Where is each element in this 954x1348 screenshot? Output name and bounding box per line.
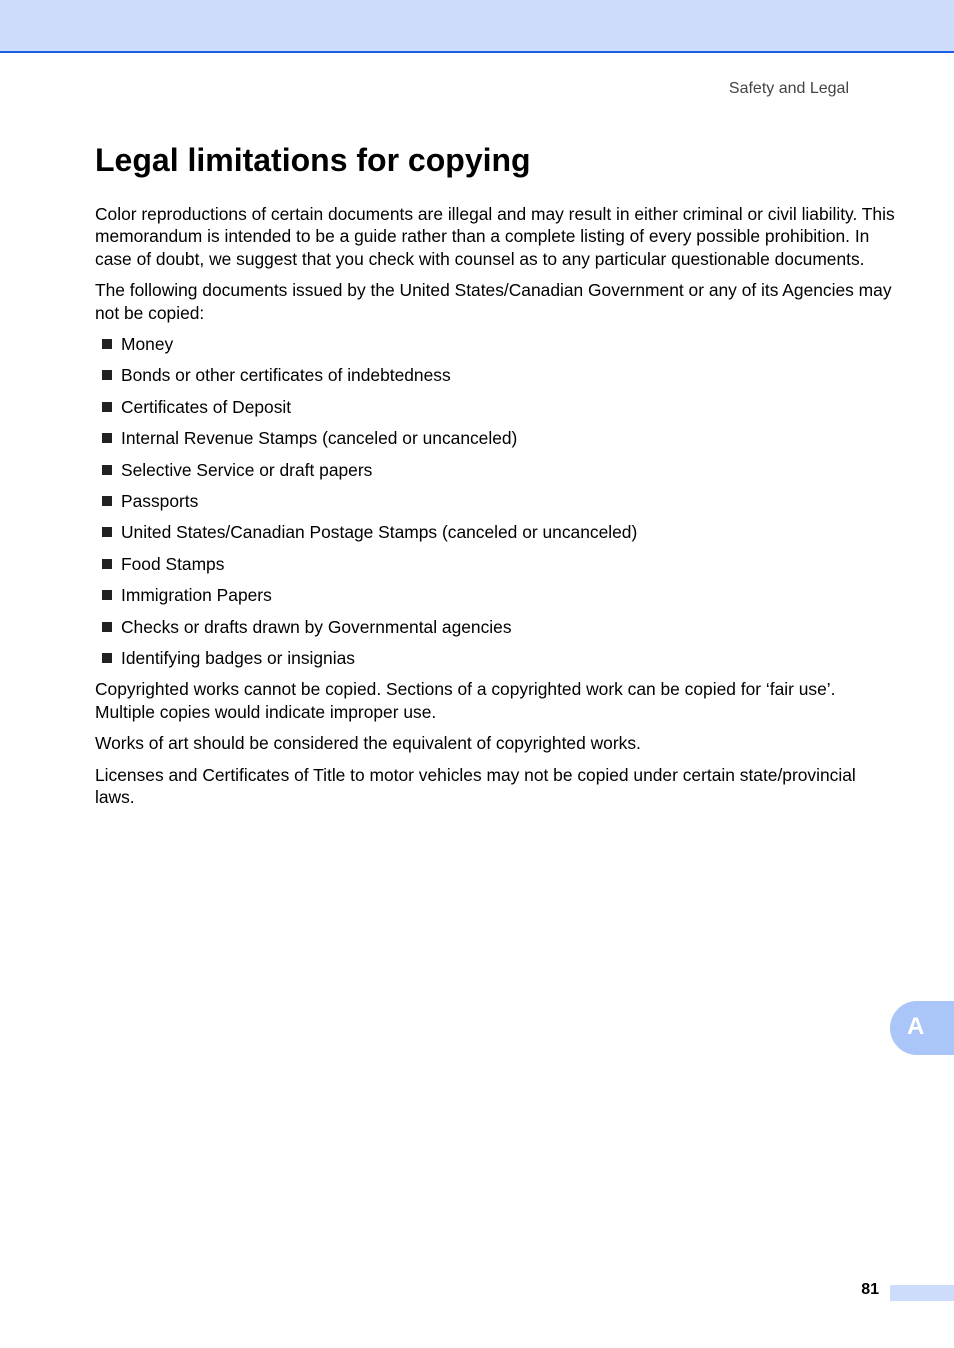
copyright-paragraph: Copyrighted works cannot be copied. Sections of a copyrighted work can be copied for ‘fair use’. Multiple copies would indicate improper use. (95, 679, 836, 722)
square-bullet-icon (102, 339, 112, 349)
list-item (95, 490, 895, 512)
page-number: 81 (861, 1281, 879, 1298)
square-bullet-icon (102, 402, 112, 412)
list-item (95, 616, 895, 638)
list-item (95, 396, 895, 418)
running-header: Safety and Legal (728, 80, 849, 97)
list-intro-paragraph: The following documents issued by the United States/Canadian Government or any of its Agencies may not be copied: (95, 280, 892, 323)
square-bullet-icon (102, 527, 112, 537)
square-bullet-icon (102, 465, 112, 475)
square-bullet-icon (102, 653, 112, 663)
list-item (95, 459, 895, 481)
list-item-text: Identifying badges or insignias (121, 647, 355, 668)
page-title: Legal limitations for copying (95, 142, 531, 178)
list-item (95, 427, 895, 449)
list-item (95, 553, 895, 575)
prohibited-documents-list (95, 333, 895, 669)
art-paragraph: Works of art should be considered the equivalent of copyrighted works. (95, 733, 641, 754)
square-bullet-icon (102, 590, 112, 600)
header-band (0, 0, 954, 53)
list-item (95, 521, 895, 543)
list-item-text: Internal Revenue Stamps (canceled or uncanceled) (121, 428, 518, 449)
list-item-text: Food Stamps (121, 553, 225, 574)
licenses-paragraph: Licenses and Certificates of Title to motor vehicles may not be copied under certain state/provincial laws. (95, 764, 856, 807)
square-bullet-icon (102, 370, 112, 380)
list-item-text: Certificates of Deposit (121, 396, 292, 417)
footer-band (890, 1285, 954, 1301)
page-content (95, 203, 895, 817)
list-item-text: Selective Service or draft papers (121, 459, 373, 480)
square-bullet-icon (102, 496, 112, 506)
list-item (95, 647, 895, 669)
list-item-text: Money (121, 334, 174, 355)
square-bullet-icon (102, 433, 112, 443)
intro-paragraph: Color reproductions of certain documents are illegal and may result in either criminal or civil liability. This memorandum is intended to be a guide rather than a complete listing of every possible prohibition. In case of doubt, we suggest that you check with counsel as to any particular questionable documents. (95, 204, 895, 269)
appendix-tab-label: A (907, 1013, 925, 1040)
list-item-text: United States/Canadian Postage Stamps (canceled or uncanceled) (121, 522, 638, 543)
list-item (95, 584, 895, 606)
square-bullet-icon (102, 622, 112, 632)
list-item (95, 333, 895, 355)
list-item-text: Bonds or other certificates of indebtedness (121, 365, 451, 386)
square-bullet-icon (102, 559, 112, 569)
list-item (95, 364, 895, 386)
list-item-text: Immigration Papers (121, 585, 272, 606)
list-item-text: Passports (121, 490, 199, 511)
appendix-side-tab[interactable] (890, 1001, 954, 1055)
list-item-text: Checks or drafts drawn by Governmental agencies (121, 616, 512, 637)
